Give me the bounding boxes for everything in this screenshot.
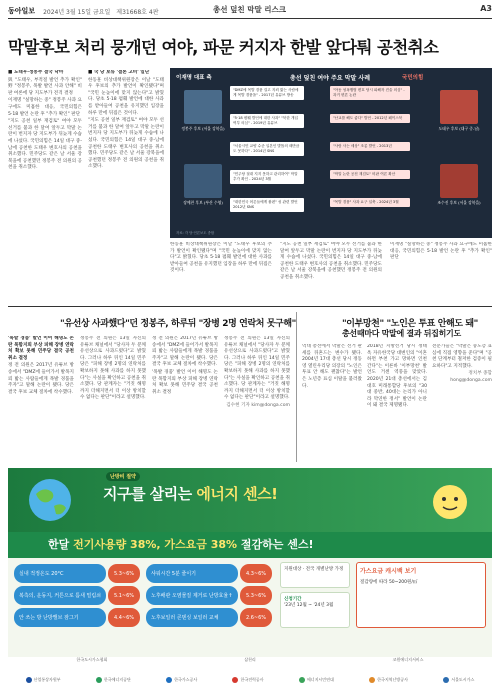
sponsor-logo	[166, 677, 197, 683]
article-col-4	[280, 242, 382, 300]
tip-row	[146, 586, 238, 605]
quote-box: "사람 사는 세상" 조롱 발언 - 2013년	[330, 142, 410, 151]
cashback-box	[356, 562, 486, 628]
sponsor-icon	[299, 677, 305, 683]
tip-value	[240, 608, 272, 627]
lower-right-headline: "이부망천" "노인은 투표 안해도 돼"	[342, 319, 478, 329]
tip-label: 샤워시간 5분 줄이기	[151, 571, 197, 577]
sponsor-icon	[96, 677, 102, 683]
tip-label: 복측의, 운동지, 커튼으로 틈새 밀림쇠	[19, 593, 101, 599]
article-paragraph: 與 "도태우, 부적절 발언 추가 확인" 野 "정봉주, 목발 발언 사과 안해" 비판 여론에 당 지도부가 전격 결정	[8, 77, 82, 96]
sponsor-icon	[443, 677, 449, 683]
page-header	[8, 4, 492, 19]
earth-icon	[26, 476, 74, 524]
quote-box: "5·18 폄훼 발언에 대한 사과" "북한 개입 여부 의심" - 2019년 유튜브	[230, 114, 304, 128]
tip-row	[146, 564, 238, 583]
quote-box: "DMZ에 목발 경품 걸고 지뢰 밟는 사람에게 목발 경품을" - 2017년 유튜브 방송	[230, 86, 304, 100]
sponsor-logos-row-2	[8, 657, 492, 669]
lower-left-headline: "유선상 사과했다"던 정봉주, 하루뒤 "장병 2명 연락처 못구해"	[60, 319, 296, 329]
graphic-title: 총선 덮친 여야 주요 막말 사례	[290, 75, 370, 82]
sponsor-icon	[369, 677, 375, 683]
lower-right-col-3	[432, 344, 492, 462]
article-paragraph: 정 전 의원은 2017년 유튜브 방송에서 "DMZ에 들어가서 발목지뢰 밟는 사람들에게 목발 경품을 주자"고 말해 논란이 됐다. 당은 결국 후보 교체 절차에 착수했다.	[152, 336, 218, 368]
application-period-box	[280, 592, 350, 628]
article-credit: 정치부 종합 hong@donga.com	[450, 371, 492, 383]
sponsor-name: 한국도시가스협회	[76, 657, 108, 662]
quote-box: "아동 성폭행범 변호 당시 피해자 진술 의심" - 과거 변론 논란	[330, 86, 410, 100]
ad-savings-banner	[8, 532, 492, 558]
candidate-photo	[440, 164, 478, 198]
article-credit: 김수현 기자 kim@donga.com	[226, 402, 290, 408]
newspaper-logo: 동아일보	[8, 6, 36, 15]
ad-band-prefix: 한달	[48, 538, 74, 551]
article-paragraph: 이재명 "실망하는 중" 정봉주 사과 요구에도 미흡한 대응, 국민의힘은 5·18 발언 논란 후 "추가 확인" 판단	[8, 98, 82, 117]
main-headline: 막말후보 처리 뭉개던 여야, 파문 커지자 한발 앞다퉈 공천취소	[8, 38, 439, 57]
candidate-photo	[184, 164, 222, 198]
lower-left-col-2	[80, 336, 146, 462]
sponsor-logo	[299, 677, 334, 683]
left-article-col-2	[88, 70, 164, 238]
sponsor-logo	[26, 677, 61, 683]
issue-number: 제31668호 4판	[116, 8, 159, 16]
sponsor-name: 삼천리	[244, 657, 256, 662]
quote-box: "대한민국 어른들에게 불편" 성 관련 발언 2012년 SNS	[230, 198, 304, 212]
article-paragraph: 이재명 "실망하는 중" 정봉주 사과 요구에도 미흡한 대응, 국민의힘은 5·18 발언 논란 후 "추가 확인" 판단	[390, 242, 492, 261]
ad-band-highlight: 전기사용량 38%, 가스요금 38%	[73, 538, 238, 551]
cashback-title: 가스요금 캐시백 보기	[360, 568, 417, 575]
candidate-caption: 정봉주 후보 (서울 강북을)	[181, 126, 225, 131]
tip-label: 노후보일러 콘덴싱 보일러 교체	[151, 615, 219, 621]
sponsor-icon	[26, 677, 32, 683]
issue-date: 2024년 3월 15일 금요일	[43, 8, 111, 16]
sponsor-name: 서울도시가스	[451, 677, 475, 682]
tip-label: 실내 적정온도 20°C	[19, 571, 64, 577]
eligibility-box	[280, 562, 350, 588]
article-paragraph: 한동훈 비상대책위원장은 이날 "도태우 후보의 추가 발언이 확인됐다"며 "국민 눈높이에 맞지 않는다"고 밝혔다. 당초 5·18 폄훼 발언에 대한 사과를 받아들여 공천을 유지했던 입장을 하루 만에 뒤집은 것이다.	[88, 77, 164, 116]
candidate-caption: 장예찬 후보 (부산 수영)	[183, 200, 223, 205]
ad-title-text: 지구를 살리는	[103, 485, 197, 503]
sponsor-icon	[232, 677, 238, 683]
cashback-value: 절감량에 따라 50~200원/㎥	[360, 580, 418, 585]
energy-saving-ad	[8, 468, 492, 691]
tip-value-text: 2.6~6%	[245, 614, 267, 621]
sponsor-name: 한국지역난방공사	[377, 677, 409, 682]
article-paragraph: "지도 공천 일부 재검토" 여야 모두 선거를 불과 한 달여 앞두고 막말 논란이 번지자 당 지도부가 뒤늦게 수습에 나섰다. 국민의힘은 14일 대구 중-남에 공천한 도태우 변호사의 공천을 취소했다. 민주당도 같은 날 서울 강북을에 공천했던 정봉주 전 의원의 공천을 취소했다.	[88, 118, 164, 170]
article-subhead: '목발 경품' 발언 이어 해명도 논란 목함지뢰 부상 피해 장병 연락처 확보 못해 민주당 결국 공천 취소 결정	[8, 336, 74, 361]
article-paragraph: 정봉주 전 의원은 13일 자신의 유튜브 채널에서 "당사자 두 분께 유선상으로 사과드렸다"고 밝혔다. 그러나 하루 뒤인 14일 민주당은 "피해 장병 2명의 연락처를 확보하지 못해 사과를 하지 못했다"는 사실을 확인하고 공천을 취소했다. 당 관계자는 "거짓 해명까지 더해지면서 더 이상 방치할 수 없다는 판단"이라고 설명했다.	[224, 336, 290, 401]
column-divider	[296, 312, 297, 462]
article-paragraph: 2018년 지방선거 당시 정태옥 자유한국당 대변인의 "이혼하면 부천 가고 망하면 인천 간다"는 이른바 '이부망천' 발언도 거센 역풍을 맞았다. 2020년 21대 총선에서는 김대호 미래통합당 후보의 "30대 중반, 40대는 논리가 아니라 막연한 정서" 발언이 논란이 돼 결국 제명됐다.	[367, 344, 427, 409]
quote-box: "목발 경품" 사과 요구 일축 - 2024년 3월	[330, 198, 410, 207]
lower-right-col-1	[302, 344, 362, 462]
tip-label: 노후배관 오염물질 제거로 난방효율↑	[151, 593, 233, 599]
tip-value	[108, 564, 140, 583]
quote-box: "난교를 해도 좋다" 발언 - 2012년 페이스북	[330, 114, 410, 123]
tip-label: 안 쓰는 방 난방밸브 잠그기	[19, 615, 79, 621]
sponsor-name: 한국전력공사	[240, 677, 264, 682]
sponsor-name: 한국에너지공단	[103, 677, 131, 682]
article-col-3	[170, 242, 272, 300]
sponsor-name: 산업통상자원부	[33, 677, 61, 682]
infographic	[170, 68, 492, 238]
tip-row	[146, 608, 238, 627]
sponsor-logo	[443, 677, 474, 683]
sponsor-name: 한국가스공사	[174, 677, 198, 682]
mascot-icon	[428, 478, 472, 522]
article-byline: ■ 도태우·정봉주 결국 낙마	[8, 70, 64, 75]
candidate-photo	[184, 90, 222, 124]
tip-row	[14, 564, 106, 583]
sponsor-name: 코원에너지서비스	[392, 657, 424, 662]
graphic-source: 자료: 각 당·언론보도 종합	[176, 231, 215, 235]
article-subhead: ■ 국 당 보류 '결론 고비' 일단	[88, 70, 150, 75]
ad-savings-text	[48, 536, 314, 552]
ad-kicker: 난방비 절약	[106, 472, 140, 481]
lower-left-col-4	[224, 336, 290, 462]
graphic-right-title: 국민의힘	[402, 75, 424, 81]
article-paragraph: 전문가들은 "막말은 중도층 표심에 직접 영향을 준다"며 "공천 단계부터 철저한 검증이 필요하다"고 지적했다.	[432, 344, 492, 369]
ad-hero	[8, 468, 492, 532]
tip-value-text: 4.4~6%	[113, 614, 135, 621]
page-number: A3	[480, 4, 492, 13]
lower-right-subheadline: 총선때마다 막말에 결과 뒤집히기도	[342, 329, 461, 338]
article-paragraph: '목발 경품' 발언 이어 해명도 논란 목함지뢰 부상 피해 장병 연락처 확보 못해 민주당 결국 공천 취소 결정	[152, 369, 218, 395]
sponsor-logo	[232, 677, 263, 683]
tip-value-text: 5.3~6%	[245, 592, 267, 599]
article-paragraph: "지도 공천 일부 재검토" 여야 모두 선거를 불과 한 달여 앞두고 막말 논란이 번지자 당 지도부가 뒤늦게 수습에 나섰다. 국민의힘은 14일 대구 중-남에 공천한 도태우 변호사의 공천을 취소했다. 민주당도 같은 날 서울 강북을에 공천했던 정봉주 전 의원의 공천을 취소했다.	[8, 119, 82, 171]
period-value: '23년 12월 ~ '24년 3월	[284, 603, 334, 608]
lower-left-col-3	[152, 336, 218, 462]
candidate-photo	[440, 90, 478, 124]
article-paragraph: "지도 공천 일부 재검토" 여야 모두 선거를 불과 한 달여 앞두고 막말 논란이 번지자 당 지도부가 뒤늦게 수습에 나섰다. 국민의힘은 14일 대구 중-남에 공천한 도태우 변호사의 공천을 취소했다. 민주당도 같은 날 서울 강북을에 공천했던 정봉주 전 의원의 공천을 취소했다.	[280, 242, 382, 280]
candidate-caption: 조수진 후보 (서울 강북을)	[437, 200, 481, 205]
left-article-col-1	[8, 70, 82, 238]
section-title: 총선 덮친 막말 리스크	[213, 5, 287, 14]
article-paragraph: 정봉주 전 의원은 13일 자신의 유튜브 채널에서 "당사자 두 분께 유선상으로 사과드렸다"고 밝혔다. 그러나 하루 뒤인 14일 민주당은 "피해 장병 2명의 연락처를 확보하지 못해 사과를 하지 못했다"는 사실을 확인하고 공천을 취소했다. 당 관계자는 "거짓 해명까지 더해지면서 더 이상 방치할 수 없다는 판단"이라고 설명했다.	[80, 336, 146, 401]
tip-value-text: 5.1~6%	[113, 592, 135, 599]
article-paragraph: 한동훈 비상대책위원장은 이날 "도태우 후보의 추가 발언이 확인됐다"며 "국민 눈높이에 맞지 않는다"고 밝혔다. 당초 5·18 폄훼 발언에 대한 사과를 받아들여 공천을 유지했던 입장을 하루 만에 뒤집은 것이다.	[170, 242, 272, 274]
lower-left-col-1	[8, 336, 74, 462]
quote-box: "민주당 절대 지지 못하고 관리하여" 막말 추가 확인 - 2024년 3월	[230, 170, 304, 184]
sponsor-logo	[96, 677, 131, 683]
tip-value	[108, 586, 140, 605]
tip-row	[14, 586, 106, 605]
sponsor-logo	[369, 677, 408, 683]
ad-band-suffix: 절감하는 센스!	[237, 538, 314, 551]
quote-box: "서울시민 교양 수준 일본인 발톱의 때만큼도 못하다" - 2014년 SNS	[230, 142, 304, 156]
lower-right-col-2	[367, 344, 427, 462]
quote-box: "막말 논란 공천 재검토" 비판 여론 확산	[330, 170, 410, 179]
tip-row	[14, 608, 106, 627]
tip-value	[108, 608, 140, 627]
article-paragraph: 정 전 의원은 2017년 유튜브 방송에서 "DMZ에 들어가서 발목지뢰 밟는 사람들에게 목발 경품을 주자"고 말해 논란이 됐다. 당은 결국 후보 교체 절차에 착수했다.	[8, 363, 74, 395]
period-title: 신청기간	[284, 597, 302, 602]
sponsor-icon	[166, 677, 172, 683]
ad-title	[103, 483, 277, 504]
tip-value-text: 5.3~6%	[113, 570, 135, 577]
article-col-5	[390, 242, 492, 300]
ad-title-highlight: 에너지 센스!	[196, 485, 278, 503]
tip-value-text: 4.3~6%	[245, 570, 267, 577]
tip-value	[240, 564, 272, 583]
sponsor-logos	[8, 668, 492, 691]
eligibility-text: 지원대상 · 전국 개별난방 가정	[284, 567, 344, 572]
section-divider	[8, 306, 492, 307]
sponsor-name: 에너지시민연대	[306, 677, 334, 682]
graphic-left-title: 이재명 대표 측	[176, 75, 212, 81]
candidate-caption: 도태우 후보 (대구 중-남)	[438, 126, 480, 131]
tip-value	[240, 586, 272, 605]
article-paragraph: 역대 총선에서 막말은 선거 판세를 뒤흔드는 변수가 됐다. 2004년 17대 총선 당시 정동영 열린우리당 의장의 "노인은 투표 안 해도 괜찮다"는 발언은 노년층 표심 이탈을 불러왔다.	[302, 344, 362, 389]
